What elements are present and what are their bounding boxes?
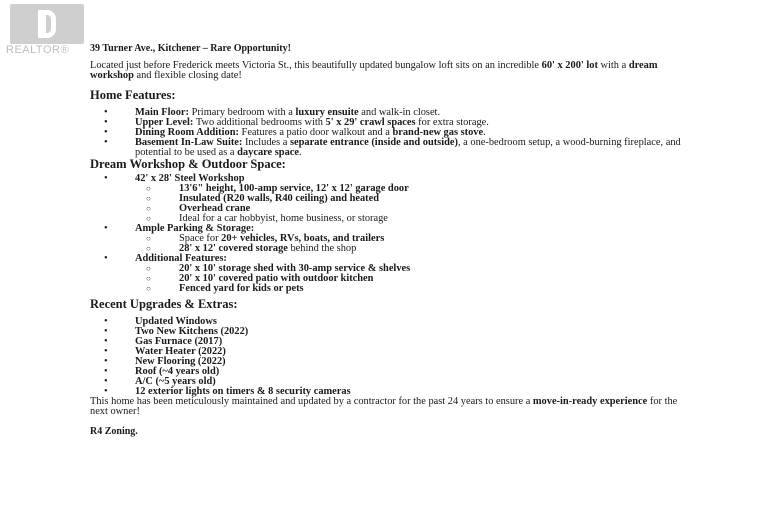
workshop-heading: Dream Workshop & Outdoor Space: <box>90 157 286 171</box>
sub-item-text: behind the shop <box>287 243 357 254</box>
upgrades-heading: Recent Upgrades & Extras: <box>90 297 238 311</box>
document-body <box>90 44 690 444</box>
closing-text: This home has been meticulously maintained and updated by a contractor for the past 24 years to ensure a <box>90 396 533 407</box>
item-label: Dining Room Addition: <box>135 127 239 138</box>
item-label: 42' x 28' Steel Workshop <box>135 173 245 184</box>
list-item <box>90 387 690 397</box>
realtor-wordmark: REALTOR® <box>6 44 70 56</box>
intro-text: Located just before Frederick meets Victoria St., this beautifully updated bungalow loft sits on an incredible <box>90 60 542 71</box>
item-bold: luxury ensuite <box>295 107 359 118</box>
intro-lot: 60' x 200' lot <box>541 60 598 71</box>
item-bold: 5' x 29' crawl spaces <box>325 117 416 128</box>
listing-title: 39 Turner Ave., Kitchener – Rare Opportunity! <box>90 43 291 54</box>
steel-workshop-sublist <box>135 184 690 224</box>
intro-text-end: and flexible closing date! <box>133 70 242 81</box>
upgrades-list <box>90 317 690 397</box>
item-label: Main Floor: <box>135 107 189 118</box>
intro-workshop: dream workshop <box>90 60 658 81</box>
workshop-list <box>90 174 690 294</box>
item-text: Features a patio door walkout and a <box>238 127 393 138</box>
parking-sublist <box>135 234 690 254</box>
sub-item-text: Space for <box>179 233 222 244</box>
closing-text-end: for the next owner! <box>90 396 678 417</box>
sub-item-bold: 20' x 10' covered patio with outdoor kitchen <box>179 273 374 284</box>
item-bold: separate entrance (inside and outside) <box>289 137 458 148</box>
upgrade-item: Updated Windows <box>135 316 217 327</box>
upgrade-item: 12 exterior lights on timers & 8 security cameras <box>135 386 351 397</box>
sub-item-text: Ideal for a car hobbyist, home business, or storage <box>179 213 388 224</box>
upgrade-item: Two New Kitchens (2022) <box>135 326 249 337</box>
sub-item-bold: 20+ vehicles, RVs, boats, and trailers <box>221 233 385 244</box>
item-text: for extra storage. <box>415 117 489 128</box>
item-bold: daycare space <box>237 147 300 158</box>
list-item <box>90 174 690 224</box>
item-label: Upper Level: <box>135 117 194 128</box>
list-item <box>90 224 690 254</box>
home-features-list <box>90 108 690 158</box>
closing-paragraph <box>90 397 690 417</box>
intro-text-mid: with a <box>597 60 629 71</box>
closing-bold: move-in-ready experience <box>532 396 648 407</box>
sub-item-bold: Insulated (R20 walls, R40 ceiling) and heated <box>179 193 380 204</box>
realtor-logo <box>4 4 88 56</box>
upgrade-item: Water Heater (2022) <box>135 346 226 357</box>
item-bold: brand-new gas stove <box>392 127 484 138</box>
item-text: , a one-bedroom setup, a wood-burning fireplace, and potential to be used as a <box>135 137 681 158</box>
sub-item-bold: 13'6" height, 100-amp service, 12' x 12' garage door <box>179 183 409 194</box>
item-text: . <box>299 147 302 158</box>
home-features-heading: Home Features: <box>90 88 176 102</box>
item-text: . <box>483 127 486 138</box>
upgrade-item: Gas Furnace (2017) <box>135 336 223 347</box>
sub-item-bold: Overhead crane <box>179 203 251 214</box>
intro-paragraph <box>90 61 690 81</box>
zoning: R4 Zoning. <box>90 426 138 437</box>
item-text: and walk-in closet. <box>358 107 441 118</box>
list-item <box>90 138 690 158</box>
sub-item-bold: Fenced yard for kids or pets <box>179 283 304 294</box>
list-item <box>90 254 690 294</box>
upgrade-item: Roof (~4 years old) <box>135 366 220 377</box>
item-label: Ample Parking & Storage: <box>135 223 255 234</box>
upgrade-item: A/C (~5 years old) <box>135 376 216 387</box>
item-text: Primary bedroom with a <box>188 107 296 118</box>
sub-item-bold: 20' x 10' storage shed with 30-amp service & shelves <box>179 263 411 274</box>
sub-item-bold: 28' x 12' covered storage <box>179 243 288 254</box>
item-text: Two additional bedrooms with <box>193 117 326 128</box>
item-label: Basement In-Law Suite: <box>135 137 243 148</box>
sub-list-item <box>90 284 690 294</box>
additional-sublist <box>135 264 690 294</box>
upgrade-item: New Flooring (2022) <box>135 356 226 367</box>
item-text: Includes a <box>242 137 290 148</box>
item-label: Additional Features: <box>135 253 227 264</box>
realtor-r-icon <box>10 4 84 44</box>
